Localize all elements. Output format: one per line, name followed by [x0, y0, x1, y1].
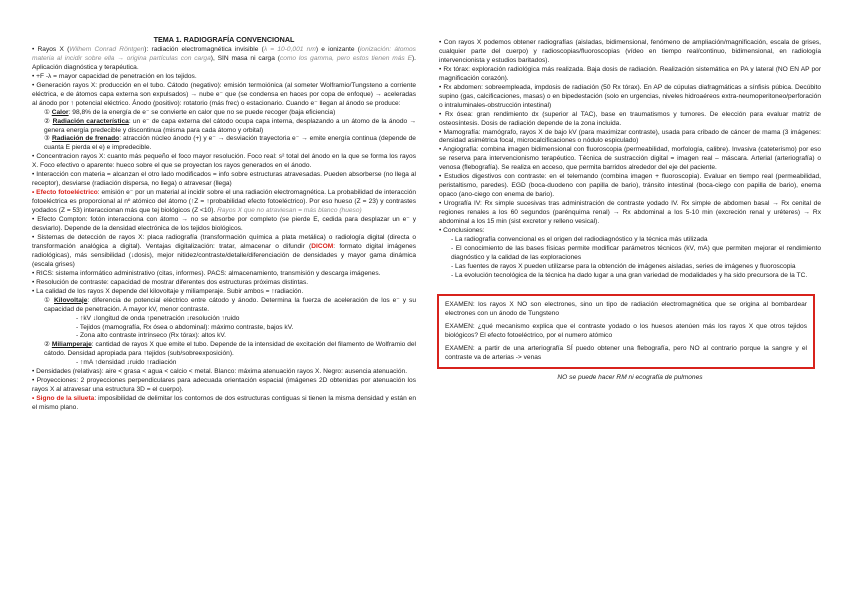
silhouette-sign-paragraph: • Signo de la silueta: imposibilidad de delimitar los contornos de dos estructuras contiguas si tienen la misma densidad y están en el mismo plano. — [32, 395, 416, 412]
heat-item: ① Calor: 98,8% de la energía de e⁻ se convierte en calor que no se puede recoger (baja eficiencia) — [44, 108, 336, 116]
ma-subitem: - ↑mA ↑densidad ↓ruido ↑radiación — [76, 359, 177, 367]
conclusion-item: - La radiografía convencional es el origen del radiodiagnóstico y la técnica más utilizada — [451, 235, 708, 243]
left-column — [32, 36, 416, 413]
exam-note: EXAMEN: los rayos X NO son electrones, sino un tipo de radiación electromagnética que se origina al bombardear electrones con un ánodo de Tungsteno — [445, 300, 807, 317]
projections-paragraph: • Proyecciones: 2 proyecciones perpendiculares para adecuada orientación espacial (imágenes 2D obtenidas por atenuación los rayos X al atravesar una estructura 3D = el cuerpo). — [32, 377, 416, 394]
urography-paragraph: • Urografía IV: Rx simple sucesivas tras administración de contraste yodado IV. Rx simple de abdomen basal → Rx cenital de regiones renales a los 60 segundos (parénquima renal) → Rx abdominal a los 5-10 min (excreción renal y uréteres) → Rx abdominal a los 15 min (sist excretor y relleno vesical). — [439, 200, 821, 226]
footnote: NO se puede hacer RM ni ecografía de pulmones — [557, 373, 703, 381]
page-title: TEMA 1. RADIOGRAFÍA CONVENCIONAL — [153, 35, 295, 44]
kv-subitem: - ↑kV ↓longitud de onda ↑penetración ↓resolución ↑ruido — [76, 314, 240, 322]
mammography-paragraph: • Mamografía: mamógrafo, rayos X de bajo kV (para maximizar contraste), usada para cribado de cáncer de mama (3 imágenes: densidad asimétrica focal, microcalcificaciones o nódulo espiculado) — [439, 128, 821, 145]
frequency-line: • +F -λ = mayor capacidad de penetración en los tejidos. — [32, 72, 197, 80]
rayos-x-paragraph: • Rayos X (Wilhem Conrad Röntgen): radiación electromagnética invisible (λ = 10-0,001 nm) e ionizante (ionización: átomos materia al incidir sobre ella → origina partículas con carga), SIN masa ni carga (como los gamma, pero estos tienen más E). Aplicación diagnóstica y terapéutica. — [32, 45, 416, 71]
conclusion-item: - Las fuentes de rayos X pueden utilizarse para la obtención de imágenes aisladas, series de imágenes y fluoroscopia — [451, 262, 796, 270]
milliamperage-item: ② Miliamperaje: cantidad de rayos X que emite el tubo. Depende de la intensidad de excitación del filamento de Wolframio del cátodo. Densidad apropiada para ↑tejidos (sub/sobreexposición). — [44, 341, 416, 358]
kv-subitem: - Zona alto contraste intrínseco (Rx tórax): altos kV. — [76, 332, 227, 340]
abdomen-xray-paragraph: • Rx abdomen: sobreempleada, impdosis de radiación (50 Rx tórax). En AP de cúpulas diafragmáticas a sínfisis púbica. Decúbito supino (gas, calcificaciones, masas) o en bipedestación (solo en urgencias, niveles hidroaéreos extra-neumoperitoneo/perforación o intraluminales-obstrucción intestinal) — [439, 83, 821, 109]
conclusion-item: - La evolución tecnológica de la técnica ha dado lugar a una gran variedad de modalidades y ha sido precursora de la TC. — [451, 271, 808, 279]
exam-note: EXAMEN: ¿qué mecanismo explica que el contraste yodado o los huesos atenúen más los rayos X que otros tejidos biológicos? El efecto fotoeléctrico, por el numero atómico — [445, 322, 807, 339]
contrast-resolution-paragraph: • Resolución de contraste: capacidad de mostrar diferentes dos estructuras próximas distintas. — [32, 278, 309, 286]
characteristic-radiation-item: ② Radiación característica: un e⁻ de capa externa del cátodo ocupa capa interna, desplazando a un átomo de la ánodo → genera energía predecible y discontinua (misma para cada átomo y orbital) — [44, 117, 417, 134]
bone-xray-paragraph: • Rx ósea: gran rendimiento dx (superior al TAC), base en traumatismos y tumores. De elección para evaluar matriz de osteosíntesis. Dosis de radiación depende de la zona incluida. — [439, 110, 821, 127]
densities-paragraph: • Densidades (relativas): aire < grasa < agua < calcio < metal. Blanco: máxima atenuación rayos X. Negro: ausencia atenuación. — [32, 368, 408, 376]
xray-images-paragraph: • Con rayos X podemos obtener radiografías (aisladas, bidimensional, fenómeno de ampliación/magnificación, escala de grises, cualquier parte del cuerpo) y radioscopias/fluoroscopias (vídeo en tiempo real/continuo, bidimensional, en radiología intervencionista y estudios baritados). — [439, 39, 821, 64]
braking-radiation-item: ③ Radiación de frenado: atracción núcleo ánodo (+) y e⁻ → desviación trayectoria e⁻ → emite energía continua (depende de cuanta E pierda el e) e impredecible. — [44, 135, 416, 152]
exam-notes-box — [437, 294, 815, 369]
exam-note: EXAMEN: a partir de una arteriografía SÍ puedo obtener una flebografía, pero NO al contrario porque la sangre y el contraste va de arterias -> venas — [445, 344, 807, 361]
angiography-paragraph: • Angiografía: combina imagen bidimensional con fluoroscopia (permeabilidad, morfología, calibre). Invasiva (cateterismo) por eso se reserva para intervencionismo terapéutico. Técnica de sustracción digital = imagen real – máscara. Arterial (arteriografía) o venosa (flebografía). Se realiza en acceso, que permita barridos alrededor del eje del paciente. — [439, 146, 821, 172]
photoelectric-paragraph: • Efecto fotoeléctrico: emisión e⁻ por un material al incidir sobre el una radiación electromagnética. La probabilidad de interacción fotoeléctrica es proporcional al nº atómico del átomo (↑Z = ↑probabilidad efecto fotoeléctrico). Por eso hueso (Z = 23) y contrastes yodados (Z = 53) interaccionan más que tej biológicos (Z <10). Rayos X que no atraviesan = más blanco (hueso) — [32, 189, 416, 215]
quality-paragraph: • La calidad de los rayos X depende del kilovoltaje y miliamperaje. Subir ambos = ↑radiación. — [32, 287, 304, 295]
concentration-paragraph: • Concentracion rayos X: cuanto más pequeño el foco mayor resolución. Foco real: s² total del ánodo en la que se forma los rayos X. Foco efectivo o aparente: hueco sobre el que se proyectan los rayos generados en el ánodo. — [32, 153, 416, 170]
detection-systems-paragraph: • Sistemas de detección de rayos X: placa radiografía (transformación química a plata metálica) o radiología digital (directa o transformación analógica a digital). Ventajas digitalización: tratar, almacenar o difundir (DICOM: formato digital imágenes radiológicas), más sensibilidad (↓dosis), mejor nitidez/contraste/detalle/diferenciación de densidades y mayor gama dinámica (escala grises) — [32, 233, 416, 268]
conclusion-item: - El conocimiento de las bases físicas permite modificar parámetros técnicos (kV, mA) que permiten mejorar el rendimiento diagnóstico y la calidad de las exploraciones — [451, 244, 821, 261]
conclusions-title: • Conclusiones: — [439, 227, 485, 235]
ris-pacs-paragraph: • RICS: sistema informático administrativo (citas, informes). PACS: almacenamiento, transmisión y descarga imágenes. — [32, 269, 381, 277]
chest-xray-paragraph: • Rx tórax: exploración radiológica más realizada. Baja dosis de radiación. Realización sistemática en PA y lateral (NO EN AP por magnificación corazón). — [439, 65, 821, 82]
digestive-studies-paragraph: • Estudios digestivos con contraste: en el telemando (combina imagen + fluoroscopia). Evaluar en tiempo real (permeabilidad, peristaltismo, paredes). EGD (boca-duodeno con papilla de bario), tránsito intestinal (boca-ciego con papilla de bario), enema opaco (ano-ciego con enema de bario). — [439, 173, 821, 199]
kilovoltage-item: ① Kilovoltaje: diferencia de potencial eléctrico entre cátodo y ánodo. Determina la fuerza de aceleración de los e⁻ y su capacidad de penetración. A mayor kV, menor contraste. — [44, 296, 416, 313]
kv-subitem: - Tejidos (mamografía, Rx ósea o abdominal): máximo contraste, bajos kV. — [76, 323, 294, 331]
generation-paragraph: • Generación rayos X: producción en el tubo. Cátodo (negativo): emisión termoiónica (al someter Wolframio/Tungsteno a corriente eléctrica, e de átomos capa externa son expulsados) → nube e⁻ que (se condensa en haces por copa de enfoque) → aceleradas al ánodo por ↑ potencial eléctrico. Ánodo (positivo): rotatorio (más frec) o estacionario. Cuando e⁻ llegan al ánodo se produce: — [32, 81, 416, 107]
right-column — [439, 39, 821, 383]
compton-paragraph: • Efecto Compton: fotón interacciona con átomo → no se absorbe por completo (se pierde E, cedida para desplazar un e⁻ y desviarlo). Depende de la densidad electrónica de los tejidos biológicos. — [32, 216, 416, 233]
interaction-paragraph: • Interacción con materia = alcanzan el otro lado modificados = info sobre estructuras atravesadas. Pueden absorberse (no llega al receptor), desviarse (radiación dispersa, no llega) o atravesar (llega) — [32, 171, 416, 188]
